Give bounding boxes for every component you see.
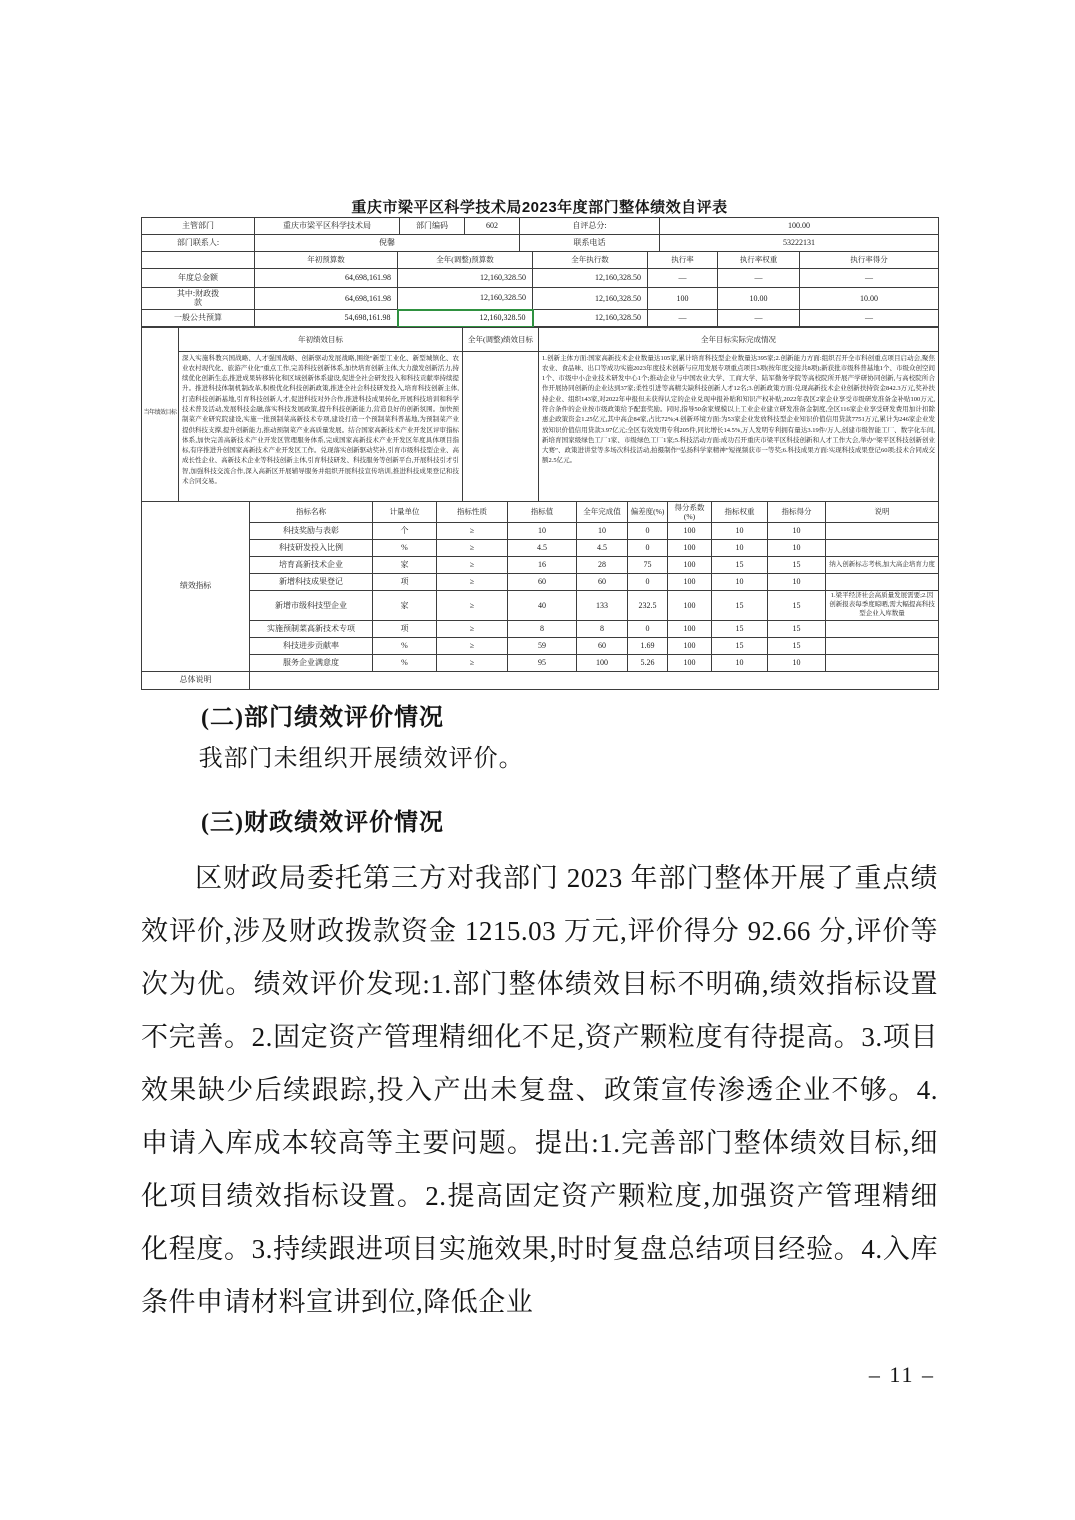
table-row: [142, 310, 939, 327]
budget-cell: —: [800, 310, 939, 327]
indicator-note: [826, 574, 939, 591]
budget-cell: 100: [648, 288, 718, 310]
indicator-cell: 0: [628, 523, 668, 540]
indicator-cell: ≥: [437, 654, 508, 671]
indicator-cell: 家: [373, 591, 437, 620]
budget-cell: 12,160,328.50: [533, 310, 648, 327]
indicator-cell: 家: [373, 557, 437, 574]
table-row: [142, 288, 939, 310]
goals-adjusted-text: [463, 351, 539, 501]
indicator-cell: 59: [508, 637, 577, 654]
indicator-cell: 0: [628, 540, 668, 557]
budget-cell: —: [718, 310, 800, 327]
contact-label: 部门联系人:: [142, 235, 255, 252]
indicator-cell: 10: [577, 523, 628, 540]
indicator-cell: 100: [668, 637, 712, 654]
indicator-cell: 10: [768, 523, 826, 540]
indicator-cell: 10: [712, 540, 768, 557]
budget-cell: 64,698,161.98: [255, 288, 398, 310]
indicator-cell: %: [373, 540, 437, 557]
budget-table: [141, 251, 939, 328]
budget-cell: 12,160,328.50: [398, 288, 533, 310]
indicator-note: [826, 540, 939, 557]
indicator-cell: 60: [508, 574, 577, 591]
indicator-cell: 10: [768, 540, 826, 557]
indicator-cell: 项: [373, 574, 437, 591]
indicator-cell: 232.5: [628, 591, 668, 620]
indicator-col-header: 偏差度(%): [628, 501, 668, 523]
indicator-cell: 100: [668, 654, 712, 671]
indicator-name: 新增市级科技型企业: [250, 591, 373, 620]
budget-cell: —: [648, 310, 718, 327]
indicator-cell: 15: [712, 637, 768, 654]
indicator-cell: 0: [628, 620, 668, 637]
budget-col-header: 全年(调整)预算数: [398, 252, 533, 269]
code-value: 602: [465, 218, 520, 235]
indicator-note: 纳入创新标志考核,加大高企培育力度: [826, 557, 939, 574]
indicator-name: 科技进步贡献率: [250, 637, 373, 654]
indicator-cell: 8: [508, 620, 577, 637]
indicator-col-header: 指标值: [508, 501, 577, 523]
budget-cell: 12,160,328.50: [533, 269, 648, 288]
goals-completion-text: 1.创新主体方面:国家高新技术企业数量达105家,累计培育科技型企业数量达395家;2.创新能力方面:组织召开全市科创重点项目启动会,聚焦农业、食品味、出口等成功实施2023年度技术创新与应用发展专项重点项目3项(按年度交接共8项);新获批市级科普基地1个、市级众创空间1个、市级中小企业技术研发中心1个;推动企业与中国农业大学、工商大学、陆军勤务学院等高校院所开展产学研协同创新,与高校院所合作开展协同创新的企业达到37家;柔性引进等高精尖缺科技创新人才12名;3.创新政策方面:兑现高新技术企业创新扶持资金842.3万元,奖补扶持企业、组织143家,对2022年申报但未获得认定的企业兑现申报补贴和知识产权补贴,2022年我区2家企业享受市级研发准备金补贴100万元,符合条件的企业按市级政策给予配套奖励。同时,指导50余家规模以上工业企业建立研发准备金制度,全区116家企业享受研发费用加计扣除惠企政策资金1.25亿元,其中高企84家,占比72%;4.创新环境方面:为53家企业发放科技型企业知识价值信用贷款7751万元,累计为246家企业发放知识价值信用贷款3.97亿元;全区有效发明专利205件,同比增长14.5%,万人发明专利拥有量达3.19件/万人,创建市级智能工厂、数字化车间,新培育国家级绿色工厂1家、市级绿色工厂1家;5.科技活动方面:成功召开重庆市梁平区科技创新和人才工作大会,举办“梁平区科技创新创业大赛”、政策进讲堂等多场次科技活动,拍摄制作“弘扬科学家精神”短视频获市一等奖;6.科技成果方面:实现科技成果登记60项;技术合同成交额2.5亿元。: [539, 351, 939, 501]
indicator-cell: 75: [628, 557, 668, 574]
dept-value: 重庆市梁平区科学技术局: [255, 218, 400, 235]
indicator-cell: %: [373, 654, 437, 671]
indicator-cell: 100: [668, 574, 712, 591]
budget-col-header: 年初预算数: [255, 252, 398, 269]
budget-col-header: 执行率: [648, 252, 718, 269]
overall-label: 总体说明: [142, 671, 250, 689]
indicator-note: [826, 620, 939, 637]
table-row: [142, 557, 939, 574]
goals-initial-text: 深入实施科教兴国战略、人才强国战略、创新驱动发展战略,围绕“新型工业化、新型城镇化、农业农村现代化、旅游产业化”重点工作,完善科技创新体系,加快培育创新主体,大力激发创新活力,持续优化创新生态,推进成果转移转化和区域创新体系建设,促进全社会研发投入和科技贡献率持续提升。推进科技体制机制改革,积极优化科技创新政策,推进全社会科技研发投入,培育科技创新主体,打造科技创新基地,引育科技创新人才,促进科技对外合作,推进科技成果转化,开展科技培训和科学技术普及活动,发展科技金融,落实科技发展政策,提升科技创新能力,营造良好的创新氛围。加快预制菜产业研究院建设,实施一批预制菜高新技术专项,建设打造一个预制菜科普基地,为预制菜产业提供科技支撑,提升创新能力,推动预制菜产业高质量发展。结合国家高新技术产业开发区评审指标体系,加快完善高新技术产业开发区管理服务体系,完成国家高新技术产业开发区年度具体项目指标,有序推进升创国家高新技术产业开发区工作。兑现落实创新驱动奖补,引育市级科技型企业、高成长性企业、高新技术企业等科技创新主体,引育科技研发、科技服务等创新平台,开展科技引才引智,加强科技交流合作,深入高新区开展辅导服务并组织开展科技宣传培训,推进科技成果登记和技术合同交易。: [179, 351, 463, 501]
paragraph-no-evaluation: 我部门未组织开展绩效评价。: [198, 746, 524, 772]
indicator-cell: 100: [668, 620, 712, 637]
goals-col-header: 全年(调整)绩效目标: [463, 327, 539, 351]
budget-cell: 10.00: [800, 288, 939, 310]
selected-cell: 12,160,328.50: [398, 310, 533, 327]
indicator-cell: 100: [668, 557, 712, 574]
code-label: 部门编码: [400, 218, 465, 235]
table-row: [142, 269, 939, 288]
indicator-cell: 10: [712, 523, 768, 540]
indicator-cell: ≥: [437, 574, 508, 591]
overall-value: [250, 671, 939, 689]
budget-cell: 10.00: [718, 288, 800, 310]
indicator-cell: 10: [712, 654, 768, 671]
phone-value: 53222131: [660, 235, 939, 252]
indicators-table: [141, 501, 939, 672]
budget-cell: —: [648, 269, 718, 288]
budget-cell: —: [800, 269, 939, 288]
indicator-cell: 16: [508, 557, 577, 574]
overall-table: [141, 671, 939, 690]
indicator-cell: 100: [577, 654, 628, 671]
indicator-col-header: 说明: [826, 501, 939, 523]
indicator-cell: 15: [768, 557, 826, 574]
indicator-cell: 60: [577, 574, 628, 591]
indicator-cell: 15: [712, 620, 768, 637]
score-value: 100.00: [660, 218, 939, 235]
table-row: [142, 654, 939, 671]
goals-table: [141, 327, 939, 502]
indicator-col-header: 指标得分: [768, 501, 826, 523]
goals-col-header: 年初绩效目标: [179, 327, 463, 351]
dept-label: 主管部门: [142, 218, 255, 235]
indicator-cell: 1.69: [628, 637, 668, 654]
indicator-col-header: 计量单位: [373, 501, 437, 523]
indicator-cell: ≥: [437, 523, 508, 540]
indicator-cell: 40: [508, 591, 577, 620]
page-number: – 11 –: [868, 1362, 935, 1387]
indicator-cell: 15: [712, 591, 768, 620]
indicator-cell: 133: [577, 591, 628, 620]
indicator-cell: 28: [577, 557, 628, 574]
budget-col-header: 执行率得分: [800, 252, 939, 269]
indicator-cell: %: [373, 637, 437, 654]
indicator-cell: 15: [768, 637, 826, 654]
indicator-cell: 10: [712, 574, 768, 591]
indicator-name: 服务企业满意度: [250, 654, 373, 671]
table-row: [142, 620, 939, 637]
indicator-cell: 8: [577, 620, 628, 637]
indicator-cell: 0: [628, 574, 668, 591]
indicator-cell: 4.5: [577, 540, 628, 557]
indicator-note: 1.梁平经济社会高质量发展需要;2.因创新报表每季度晾晒,需大幅提高科技型企业入库数量: [826, 591, 939, 620]
indicator-cell: 10: [768, 574, 826, 591]
table-row: [142, 523, 939, 540]
indicator-cell: 100: [668, 540, 712, 557]
table-title: 重庆市梁平区科学技术局2023年度部门整体绩效自评表: [351, 199, 728, 216]
indicator-cell: 60: [577, 637, 628, 654]
indicator-cell: 15: [712, 557, 768, 574]
indicator-name: 科技研发投入比例: [250, 540, 373, 557]
indicator-cell: 100: [668, 591, 712, 620]
indicator-cell: 10: [508, 523, 577, 540]
indicator-cell: 项: [373, 620, 437, 637]
contact-value: 倪馨: [255, 235, 520, 252]
table-row: [142, 351, 939, 501]
budget-cell: —: [718, 269, 800, 288]
phone-label: 联系电话: [520, 235, 660, 252]
indicator-cell: 10: [768, 654, 826, 671]
section-heading-2: (二)部门绩效评价情况: [201, 705, 444, 731]
budget-cell: 54,698,161.98: [255, 310, 398, 327]
indicator-name: 新增科技成果登记: [250, 574, 373, 591]
indicator-col-header: 指标性质: [437, 501, 508, 523]
table-row: [142, 574, 939, 591]
indicator-name: 科技奖励与表彰: [250, 523, 373, 540]
indicator-col-header: 全年完成值: [577, 501, 628, 523]
indicator-cell: 15: [768, 591, 826, 620]
indicator-note: [826, 523, 939, 540]
indicator-col-header: 指标权重: [712, 501, 768, 523]
goals-row-label: 当年绩效目标: [142, 327, 179, 501]
table-row: [142, 591, 939, 620]
indicator-cell: ≥: [437, 637, 508, 654]
budget-row-label: 年度总金额: [142, 269, 255, 288]
indicator-note: [826, 654, 939, 671]
indicator-note: [826, 637, 939, 654]
budget-corner-cell: [142, 252, 255, 269]
indicator-cell: 4.5: [508, 540, 577, 557]
budget-cell: 12,160,328.50: [398, 269, 533, 288]
indicator-cell: ≥: [437, 591, 508, 620]
document-page: [141, 199, 938, 690]
budget-cell: 12,160,328.50: [533, 288, 648, 310]
indicator-cell: 95: [508, 654, 577, 671]
section-heading-3: (三)财政绩效评价情况: [201, 810, 444, 836]
indicator-cell: ≥: [437, 540, 508, 557]
indicator-name: 培育高新技术企业: [250, 557, 373, 574]
info-table: [141, 217, 939, 252]
table-row: [142, 637, 939, 654]
goals-col-header: 全年目标实际完成情况: [539, 327, 939, 351]
indicators-row-label: 绩效指标: [142, 501, 250, 671]
table-row: [142, 540, 939, 557]
indicator-name: 实施预制菜高新技术专项: [250, 620, 373, 637]
budget-row-label: 其中:财政拨款: [142, 288, 255, 310]
budget-col-header: 全年执行数: [533, 252, 648, 269]
budget-col-header: 执行率权重: [718, 252, 800, 269]
score-label: 自评总分:: [520, 218, 660, 235]
indicator-cell: ≥: [437, 557, 508, 574]
indicator-cell: ≥: [437, 620, 508, 637]
indicator-cell: 100: [668, 523, 712, 540]
budget-cell: 64,698,161.98: [255, 269, 398, 288]
budget-row-label: 一般公共预算: [142, 310, 255, 327]
indicator-cell: 15: [768, 620, 826, 637]
indicator-cell: 5.26: [628, 654, 668, 671]
indicator-cell: 个: [373, 523, 437, 540]
indicator-col-header: 得分系数(%): [668, 501, 712, 523]
paragraph-fiscal-evaluation: 区财政局委托第三方对我部门 2023 年部门整体开展了重点绩效评价,涉及财政拨款资金 1215.03 万元,评价得分 92.66 分,评价等次为优。绩效评价发现:1.部门整体绩效目标不明确,绩效指标设置不完善。2.固定资产管理精细化不足,资产颗粒度有待提高。3.项目效果缺少后续跟踪,投入产出未复盘、政策宣传渗透企业不够。4.申请入库成本较高等主要问题。提出:1.完善部门整体绩效目标,细化项目绩效指标设置。2.提高固定资产颗粒度,加强资产管理精细化程度。3.持续跟进项目实施效果,时时复盘总结项目经验。4.入库条件申请材料宣讲到位,降低企业: [141, 863, 938, 1317]
indicator-col-header: 指标名称: [250, 501, 373, 523]
